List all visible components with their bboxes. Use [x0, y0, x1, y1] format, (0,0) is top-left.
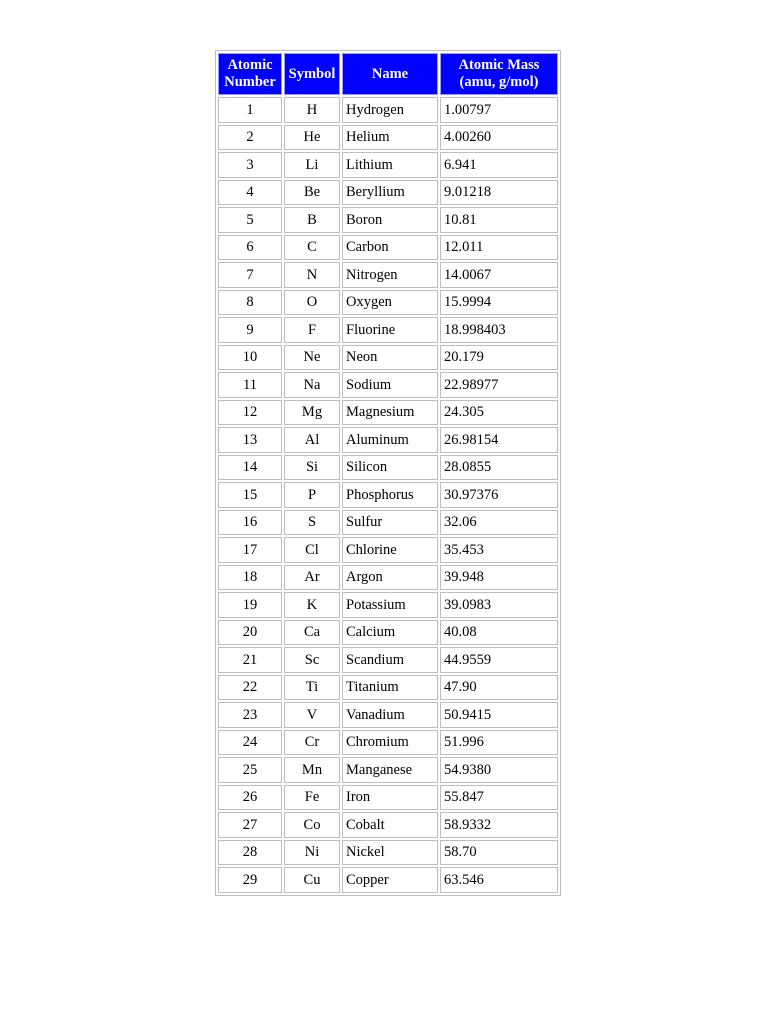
cell-name: Oxygen	[342, 290, 438, 316]
cell-name: Chromium	[342, 730, 438, 756]
cell-name: Calcium	[342, 620, 438, 646]
cell-name: Helium	[342, 125, 438, 151]
cell-atomic-number: 14	[218, 455, 282, 481]
table-row	[218, 867, 558, 893]
cell-symbol: O	[284, 290, 340, 316]
cell-name: Scandium	[342, 647, 438, 673]
cell-symbol: Be	[284, 180, 340, 206]
cell-symbol: Cr	[284, 730, 340, 756]
cell-name: Carbon	[342, 235, 438, 261]
cell-atomic-number: 9	[218, 317, 282, 343]
cell-atomic-number: 6	[218, 235, 282, 261]
cell-name: Titanium	[342, 675, 438, 701]
header-symbol: Symbol	[284, 53, 340, 95]
cell-symbol: Na	[284, 372, 340, 398]
cell-atomic-mass: 9.01218	[440, 180, 558, 206]
cell-symbol: H	[284, 97, 340, 123]
table-row	[218, 207, 558, 233]
table-row	[218, 537, 558, 563]
cell-name: Aluminum	[342, 427, 438, 453]
cell-atomic-mass: 26.98154	[440, 427, 558, 453]
table-row	[218, 620, 558, 646]
cell-atomic-mass: 39.948	[440, 565, 558, 591]
cell-name: Nitrogen	[342, 262, 438, 288]
cell-symbol: Ar	[284, 565, 340, 591]
cell-atomic-mass: 12.011	[440, 235, 558, 261]
cell-symbol: Si	[284, 455, 340, 481]
cell-atomic-mass: 1.00797	[440, 97, 558, 123]
cell-atomic-number: 13	[218, 427, 282, 453]
cell-atomic-mass: 10.81	[440, 207, 558, 233]
cell-atomic-number: 21	[218, 647, 282, 673]
cell-atomic-mass: 63.546	[440, 867, 558, 893]
cell-atomic-mass: 35.453	[440, 537, 558, 563]
cell-atomic-number: 12	[218, 400, 282, 426]
cell-name: Silicon	[342, 455, 438, 481]
cell-symbol: Mg	[284, 400, 340, 426]
cell-atomic-number: 7	[218, 262, 282, 288]
cell-atomic-mass: 44.9559	[440, 647, 558, 673]
header-atomic-mass: Atomic Mass (amu, g/mol)	[440, 53, 558, 95]
cell-symbol: S	[284, 510, 340, 536]
cell-name: Potassium	[342, 592, 438, 618]
table-row	[218, 757, 558, 783]
cell-atomic-mass: 39.0983	[440, 592, 558, 618]
table-row	[218, 647, 558, 673]
cell-atomic-mass: 47.90	[440, 675, 558, 701]
table-row	[218, 152, 558, 178]
cell-symbol: V	[284, 702, 340, 728]
cell-symbol: Fe	[284, 785, 340, 811]
table-row	[218, 290, 558, 316]
table-body	[218, 97, 558, 893]
cell-name: Argon	[342, 565, 438, 591]
cell-symbol: Ne	[284, 345, 340, 371]
cell-name: Cobalt	[342, 812, 438, 838]
cell-symbol: P	[284, 482, 340, 508]
cell-atomic-number: 5	[218, 207, 282, 233]
cell-symbol: Ti	[284, 675, 340, 701]
cell-name: Copper	[342, 867, 438, 893]
table-row	[218, 840, 558, 866]
cell-symbol: Ni	[284, 840, 340, 866]
cell-atomic-number: 17	[218, 537, 282, 563]
cell-atomic-number: 1	[218, 97, 282, 123]
cell-symbol: C	[284, 235, 340, 261]
cell-symbol: He	[284, 125, 340, 151]
cell-name: Phosphorus	[342, 482, 438, 508]
cell-atomic-number: 4	[218, 180, 282, 206]
cell-atomic-mass: 54.9380	[440, 757, 558, 783]
cell-atomic-mass: 40.08	[440, 620, 558, 646]
cell-name: Sodium	[342, 372, 438, 398]
table-row	[218, 675, 558, 701]
cell-atomic-mass: 30.97376	[440, 482, 558, 508]
table-row	[218, 455, 558, 481]
cell-atomic-number: 10	[218, 345, 282, 371]
table-row	[218, 235, 558, 261]
elements-table	[215, 50, 561, 896]
cell-name: Hydrogen	[342, 97, 438, 123]
table-row	[218, 97, 558, 123]
cell-atomic-number: 23	[218, 702, 282, 728]
cell-atomic-mass: 24.305	[440, 400, 558, 426]
cell-atomic-number: 20	[218, 620, 282, 646]
table-row	[218, 592, 558, 618]
cell-symbol: F	[284, 317, 340, 343]
cell-atomic-mass: 15.9994	[440, 290, 558, 316]
header-row	[218, 53, 558, 95]
table-row	[218, 345, 558, 371]
cell-atomic-number: 29	[218, 867, 282, 893]
cell-atomic-mass: 55.847	[440, 785, 558, 811]
table-row	[218, 262, 558, 288]
table-row	[218, 812, 558, 838]
cell-symbol: Ca	[284, 620, 340, 646]
cell-symbol: Cu	[284, 867, 340, 893]
table-row	[218, 427, 558, 453]
cell-name: Lithium	[342, 152, 438, 178]
table-row	[218, 317, 558, 343]
cell-atomic-mass: 20.179	[440, 345, 558, 371]
cell-name: Fluorine	[342, 317, 438, 343]
cell-name: Iron	[342, 785, 438, 811]
cell-symbol: Li	[284, 152, 340, 178]
cell-atomic-number: 11	[218, 372, 282, 398]
cell-symbol: Co	[284, 812, 340, 838]
cell-name: Sulfur	[342, 510, 438, 536]
cell-atomic-number: 24	[218, 730, 282, 756]
cell-atomic-number: 18	[218, 565, 282, 591]
cell-symbol: K	[284, 592, 340, 618]
cell-atomic-number: 28	[218, 840, 282, 866]
cell-atomic-number: 22	[218, 675, 282, 701]
cell-symbol: Sc	[284, 647, 340, 673]
table-row	[218, 125, 558, 151]
cell-name: Vanadium	[342, 702, 438, 728]
cell-name: Nickel	[342, 840, 438, 866]
cell-atomic-mass: 22.98977	[440, 372, 558, 398]
cell-atomic-number: 16	[218, 510, 282, 536]
cell-symbol: Cl	[284, 537, 340, 563]
cell-name: Manganese	[342, 757, 438, 783]
cell-atomic-mass: 14.0067	[440, 262, 558, 288]
table-row	[218, 372, 558, 398]
cell-atomic-mass: 4.00260	[440, 125, 558, 151]
cell-symbol: N	[284, 262, 340, 288]
cell-atomic-number: 27	[218, 812, 282, 838]
table-row	[218, 180, 558, 206]
table-row	[218, 730, 558, 756]
table-row	[218, 785, 558, 811]
cell-atomic-mass: 18.998403	[440, 317, 558, 343]
table-row	[218, 702, 558, 728]
cell-name: Beryllium	[342, 180, 438, 206]
cell-name: Chlorine	[342, 537, 438, 563]
cell-atomic-mass: 58.70	[440, 840, 558, 866]
cell-atomic-number: 26	[218, 785, 282, 811]
table-row	[218, 565, 558, 591]
cell-atomic-number: 2	[218, 125, 282, 151]
cell-atomic-mass: 28.0855	[440, 455, 558, 481]
cell-atomic-mass: 50.9415	[440, 702, 558, 728]
table-header	[218, 53, 558, 95]
cell-atomic-mass: 6.941	[440, 152, 558, 178]
cell-name: Boron	[342, 207, 438, 233]
cell-atomic-number: 19	[218, 592, 282, 618]
cell-name: Neon	[342, 345, 438, 371]
cell-atomic-number: 8	[218, 290, 282, 316]
cell-atomic-number: 3	[218, 152, 282, 178]
cell-atomic-mass: 51.996	[440, 730, 558, 756]
cell-atomic-mass: 58.9332	[440, 812, 558, 838]
cell-name: Magnesium	[342, 400, 438, 426]
cell-symbol: Al	[284, 427, 340, 453]
cell-symbol: B	[284, 207, 340, 233]
cell-symbol: Mn	[284, 757, 340, 783]
table-row	[218, 400, 558, 426]
header-name: Name	[342, 53, 438, 95]
table-row	[218, 510, 558, 536]
cell-atomic-number: 25	[218, 757, 282, 783]
table-row	[218, 482, 558, 508]
header-atomic-number: Atomic Number	[218, 53, 282, 95]
cell-atomic-number: 15	[218, 482, 282, 508]
cell-atomic-mass: 32.06	[440, 510, 558, 536]
